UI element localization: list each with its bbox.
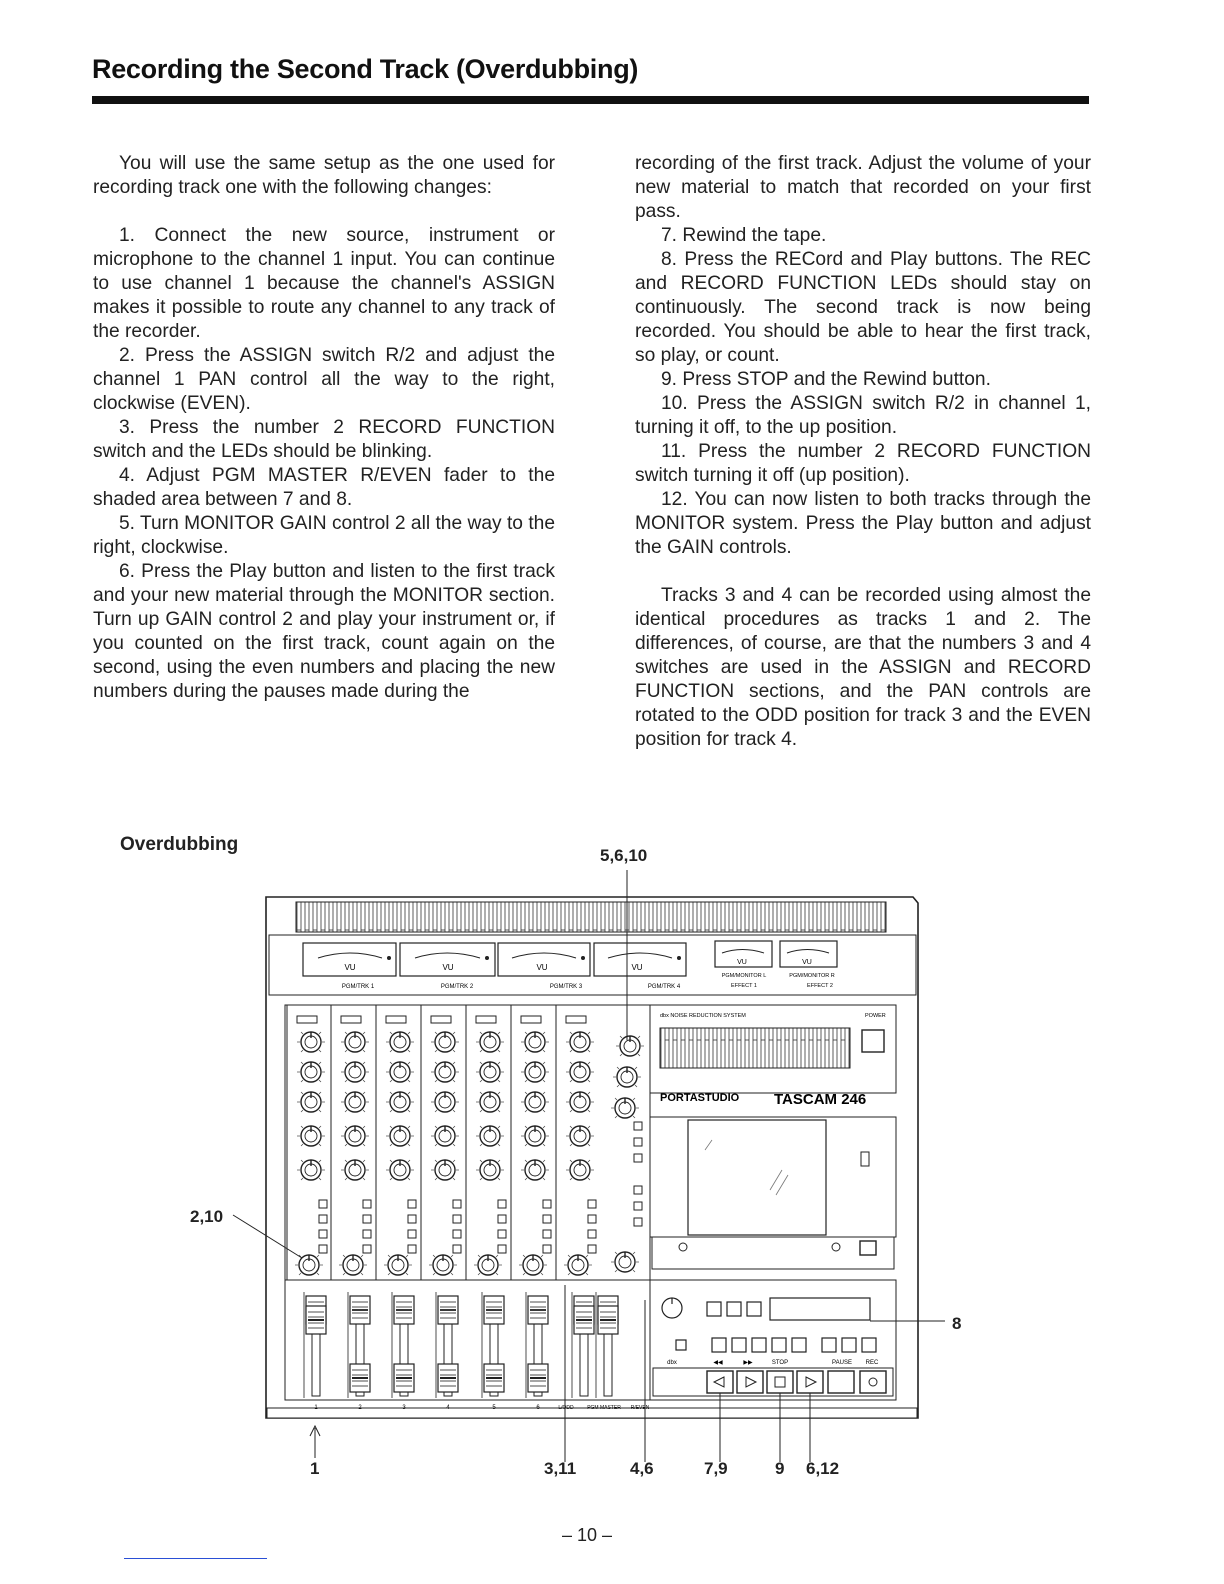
assign-switch — [453, 1200, 461, 1208]
callout-bottom-5: 9 — [775, 1459, 785, 1478]
assign-switch — [453, 1215, 461, 1223]
assign-switch — [363, 1200, 371, 1208]
step-4: 4. Adjust PGM MASTER R/EVEN fader to the shaded area between 7 and 8. — [93, 465, 555, 510]
step-11: 11. Press the number 2 RECORD FUNCTION switch turning it off (up position). — [635, 441, 1091, 486]
vu-label: VU — [802, 959, 812, 966]
dbx-vents — [660, 1028, 850, 1068]
assign-switch — [588, 1230, 596, 1238]
assign-switch — [408, 1215, 416, 1223]
tape-counter — [770, 1298, 870, 1320]
assign-switch — [588, 1215, 596, 1223]
callout-top: 5,6,10 — [600, 846, 648, 865]
assign-switch — [363, 1230, 371, 1238]
meter-label-3: PGM/TRK 3 — [549, 984, 583, 990]
channel-label-3: 3 — [402, 1405, 406, 1411]
meter-switch — [634, 1138, 642, 1146]
tracks-3-4-paragraph: Tracks 3 and 4 can be recorded using almost the identical procedures as tracks 1 and 2. The differences, of course, are that the numbers 3 and 4 switches are used in the ASSIGN and RECORD FUNCTION sections, and the PAN controls are rotated to the ODD position for track 3 and the EVEN position for track 4. — [635, 585, 1091, 750]
transport-label-rew: ◀◀ — [713, 1360, 723, 1366]
meter-switch — [634, 1122, 642, 1130]
ff-button — [737, 1371, 763, 1393]
step-1: 1. Connect the new source, instrument or microphone to the channel 1 input. You can continue to use channel 1 because the channel's ASSIGN makes it possible to route any channel to any track of the recorder. — [93, 225, 555, 342]
callout-right: 8 — [952, 1314, 962, 1333]
step-5: 5. Turn MONITOR GAIN control 2 all the way to the right, clockwise. — [93, 513, 555, 558]
rec-button — [860, 1371, 886, 1393]
step-6-continued: recording of the first track. Adjust the volume of your new material to match that recorded on your first pass. — [635, 153, 1091, 222]
step-8: 8. Press the RECord and Play buttons. The REC and RECORD FUNCTION LEDs should stay on continuously. The second track is now being recorded. You should be able to hear the first track, so play, or count. — [635, 249, 1091, 366]
assign-switch — [408, 1230, 416, 1238]
assign-switch — [498, 1215, 506, 1223]
rewind-button — [707, 1371, 733, 1393]
assign-switch — [588, 1200, 596, 1208]
mixer-panel — [285, 1005, 650, 1280]
vu-label: VU — [344, 963, 356, 972]
channel-label-1: 1 — [314, 1405, 318, 1411]
master-label-left: L/ODD — [558, 1405, 574, 1411]
vu-label: VU — [536, 963, 548, 972]
assign-switch — [498, 1230, 506, 1238]
callout-bottom-2: 3,11 — [544, 1459, 577, 1478]
assign-switch — [498, 1200, 506, 1208]
step-10: 10. Press the ASSIGN switch R/2 in channel 1, turning it off, to the up position. — [635, 393, 1091, 438]
assign-switch — [588, 1245, 596, 1253]
assign-switch — [319, 1200, 327, 1208]
power-button — [862, 1030, 884, 1052]
play-button — [797, 1371, 823, 1393]
pause-button — [828, 1371, 854, 1393]
meter-switch — [634, 1218, 642, 1226]
master-label-center: PGM MASTER — [587, 1405, 621, 1411]
step-6: 6. Press the Play button and listen to the first track and your new material through the MONITOR section. Turn up GAIN control 2 and play your instrument or, if you counted on the first track, count again on the second, using the even numbers and placing the new numbers during the pauses made during the — [93, 561, 555, 702]
transport-label-rec: REC — [865, 1360, 879, 1366]
step-9: 9. Press STOP and the Rewind button. — [661, 369, 991, 390]
meter-sub-6: EFFECT 2 — [807, 983, 833, 989]
power-label: POWER — [865, 1013, 886, 1019]
figure-caption: Overdubbing — [120, 834, 239, 855]
channel-label-4: 4 — [446, 1405, 450, 1411]
assign-switch — [543, 1230, 551, 1238]
transport-label-stop: STOP — [771, 1360, 789, 1366]
assign-switch — [319, 1230, 327, 1238]
channel-label-6: 6 — [536, 1405, 540, 1411]
step-7: 7. Rewind the tape. — [661, 225, 827, 246]
meter-switch — [634, 1186, 642, 1194]
meter-label-5: PGM/MONITOR L — [721, 973, 767, 979]
meter-label-6: PGM/MONITOR R — [789, 973, 835, 979]
meter-label-4: PGM/TRK 4 — [647, 984, 681, 990]
assign-switch — [543, 1215, 551, 1223]
step-3: 3. Press the number 2 RECORD FUNCTION switch and the LEDs should be blinking. — [93, 417, 555, 462]
vu-label: VU — [442, 963, 454, 972]
footer-line — [124, 1558, 267, 1559]
assign-switch — [453, 1245, 461, 1253]
channel-label-2: 2 — [358, 1405, 362, 1411]
assign-switch — [363, 1245, 371, 1253]
callout-bottom-3: 4,6 — [630, 1459, 654, 1478]
vu-label: VU — [737, 959, 747, 966]
assign-switch — [319, 1245, 327, 1253]
top-vents — [296, 902, 886, 932]
assign-switch — [543, 1245, 551, 1253]
step-2: 2. Press the ASSIGN switch R/2 and adjust the channel 1 PAN control all the way to the right, clockwise (EVEN). — [93, 345, 555, 414]
meter-label-1: PGM/TRK 1 — [341, 984, 375, 990]
fader-section — [285, 1280, 650, 1400]
master-label-right: R/EVEN — [630, 1405, 650, 1411]
callout-bottom-6: 6,12 — [806, 1459, 840, 1478]
callout-bottom-4: 7,9 — [704, 1459, 728, 1478]
meter-switch — [634, 1154, 642, 1162]
cassette-window — [688, 1120, 826, 1235]
assign-switch — [453, 1230, 461, 1238]
callout-left: 2,10 — [190, 1207, 224, 1226]
meter-label-2: PGM/TRK 2 — [440, 984, 474, 990]
meter-switch — [634, 1202, 642, 1210]
brand-label: PORTASTUDIO — [660, 1092, 740, 1104]
stop-button — [767, 1371, 793, 1393]
transport-label-pause: PAUSE — [832, 1360, 852, 1366]
assign-switch — [408, 1200, 416, 1208]
channel-label-5: 5 — [492, 1405, 496, 1411]
assign-switch — [408, 1245, 416, 1253]
intro-paragraph: You will use the same setup as the one used for recording track one with the following changes: — [93, 153, 555, 198]
assign-switch — [543, 1200, 551, 1208]
step-12: 12. You can now listen to both tracks through the MONITOR system. Press the Play button and adjust the GAIN controls. — [635, 489, 1091, 558]
vu-label: VU — [631, 963, 643, 972]
page-number: – 10 – — [562, 1525, 613, 1545]
assign-switch — [498, 1245, 506, 1253]
assign-switch — [319, 1215, 327, 1223]
assign-switch — [363, 1215, 371, 1223]
callout-bottom-1: 1 — [310, 1459, 320, 1478]
transport-label-dbx: dbx — [667, 1360, 677, 1366]
meter-sub-5: EFFECT 1 — [731, 983, 757, 989]
transport-label-ff: ▶▶ — [743, 1360, 753, 1366]
model-label: TASCAM 246 — [774, 1091, 867, 1108]
page-title: Recording the Second Track (Overdubbing) — [92, 54, 639, 84]
dbx-label: dbx NOISE REDUCTION SYSTEM — [660, 1013, 746, 1019]
